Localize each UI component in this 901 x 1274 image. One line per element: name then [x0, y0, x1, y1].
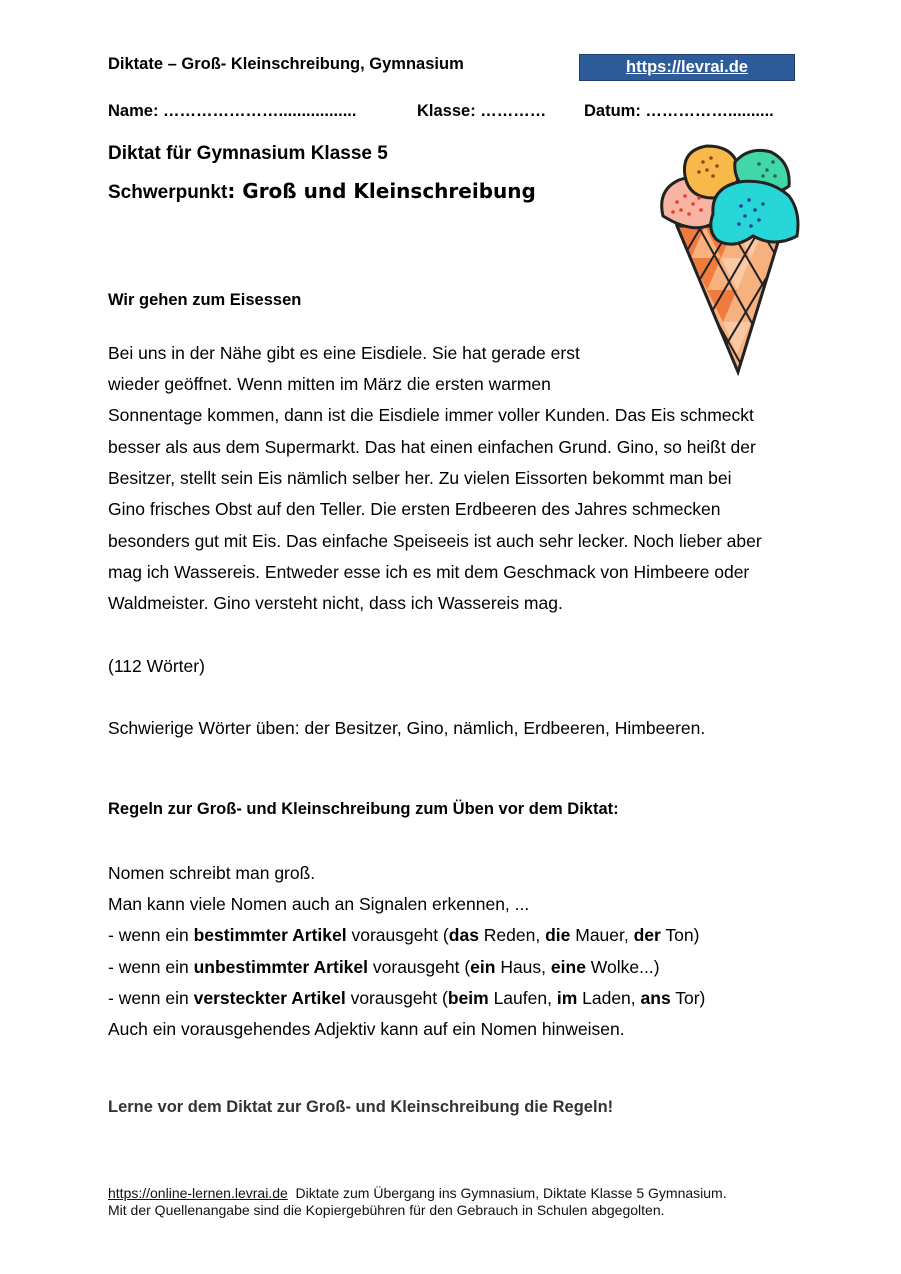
- footer-line-2: Mit der Quellenangabe sind die Kopiergebühren für den Gebrauch in Schulen abgegolten.: [108, 1202, 665, 1218]
- rule-hidden-article: - wenn ein versteckter Artikel vorausgeht (beim Laufen, im Laden, ans Tor): [108, 988, 706, 1008]
- ice-cream-cone-icon: [655, 140, 805, 380]
- focus-value: : Groß und Kleinschreibung: [227, 179, 536, 203]
- name-field[interactable]: Name: ………………….................: [108, 102, 357, 120]
- focus-label: Schwerpunkt: [108, 182, 228, 203]
- website-link[interactable]: https://levrai.de: [579, 54, 795, 81]
- story-line: besser als aus dem Supermarkt. Das hat einen einfachen Grund. Gino, so heißt der: [108, 437, 756, 457]
- class-field[interactable]: Klasse: …………: [417, 102, 547, 120]
- document-header-title: Diktate – Groß- Kleinschreibung, Gymnasium: [108, 55, 464, 73]
- story-line: wieder geöffnet. Wenn mitten im März die ersten warmen: [108, 374, 551, 394]
- rule-indefinite-article: - wenn ein unbestimmter Artikel vorausgeht (ein Haus, eine Wolke...): [108, 957, 660, 977]
- final-note: Lerne vor dem Diktat zur Groß- und Kleinschreibung die Regeln!: [108, 1098, 614, 1116]
- story-line: mag ich Wassereis. Entweder esse ich es mit dem Geschmack von Himbeere oder: [108, 562, 750, 582]
- story-line: Besitzer, stellt sein Eis nämlich selber her. Zu vielen Eissorten bekommt man bei: [108, 468, 732, 488]
- story-line: Sonnentage kommen, dann ist die Eisdiele immer voller Kunden. Das Eis schmeckt: [108, 405, 754, 425]
- story-line: Gino frisches Obst auf den Teller. Die ersten Erdbeeren des Jahres schmecken: [108, 499, 721, 519]
- story-line: Waldmeister. Gino versteht nicht, dass ich Wassereis mag.: [108, 593, 563, 613]
- difficult-words: Schwierige Wörter üben: der Besitzer, Gino, nämlich, Erdbeeren, Himbeeren.: [108, 718, 706, 738]
- rule-definite-article: - wenn ein bestimmter Artikel vorausgeht (das Reden, die Mauer, der Ton): [108, 925, 700, 945]
- rules-title: Regeln zur Groß- und Kleinschreibung zum Üben vor dem Diktat:: [108, 800, 619, 818]
- focus-heading: [108, 179, 536, 204]
- rule-line: Nomen schreibt man groß.: [108, 863, 316, 883]
- story-title: Wir gehen zum Eisessen: [108, 291, 302, 309]
- rule-line: Man kann viele Nomen auch an Signalen erkennen, ...: [108, 894, 530, 914]
- footer-link[interactable]: https://online-lernen.levrai.de: [108, 1185, 288, 1201]
- page-title: Diktat für Gymnasium Klasse 5: [108, 143, 388, 164]
- story-line: besonders gut mit Eis. Das einfache Speiseeis ist auch sehr lecker. Noch lieber aber: [108, 531, 762, 551]
- story-line: Bei uns in der Nähe gibt es eine Eisdiele. Sie hat gerade erst: [108, 343, 580, 363]
- date-field[interactable]: Datum: ……………..........: [584, 102, 774, 120]
- footer-text-1: Diktate zum Übergang ins Gymnasium, Diktate Klasse 5 Gymnasium.: [287, 1185, 727, 1201]
- word-count: (112 Wörter): [108, 656, 205, 676]
- footer: [108, 1185, 727, 1219]
- footer-line-1: [108, 1185, 727, 1202]
- rule-line: Auch ein vorausgehendes Adjektiv kann auf ein Nomen hinweisen.: [108, 1019, 625, 1039]
